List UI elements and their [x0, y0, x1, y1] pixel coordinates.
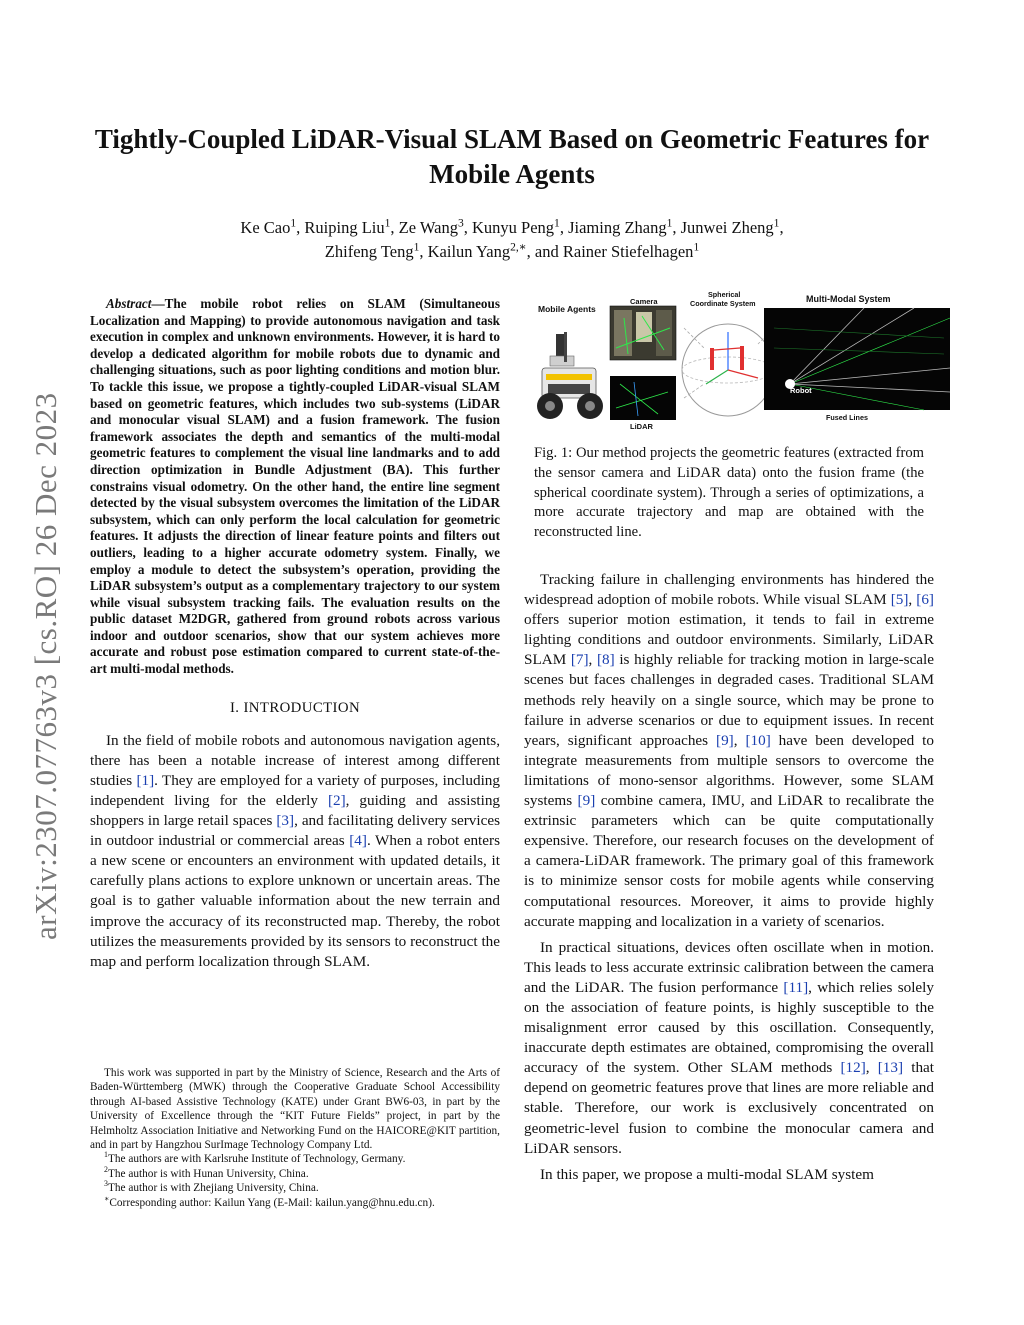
figure-1-caption: Fig. 1: Our method projects the geometric features (extracted from the sensor camera and LiDAR data) onto the fusion frame (the spherical coordinate system). Through a series of optimizations, a more accurate trajectory and map are obtained with the reconstructed line. — [534, 445, 924, 541]
figure-label-robot: Robot — [790, 386, 812, 395]
text-run: In the field of mobile robots and autonomous navigation agents, there has been a notable increase of interest among different studies — [90, 731, 500, 789]
funding-note: This work was supported in part by the Ministry of Science, Research and the Arts of Baden-Württemberg (MWK) through the Cooperative Graduate School Accessibility through AI-based Assistive Technology (KATE) under Grant BW6-03, in part by the University of Excellence through the “KIT Future Fields” project, in part by the Helmholtz Association Initiative and Networking Fund on the HAICORE@KIT partition, and in part by Hangzhou SurImage Technology Company Ltd. — [90, 1067, 500, 1152]
footnotes — [90, 1066, 500, 1210]
abstract-dash: — — [151, 296, 165, 311]
text-run: is highly reliable for tracking motion in large-scale scenes but faces challenges in degraded cases. Traditional SLAM methods rely heavily on a single source, which may be prone to failure in adverse scenarios or due to equipment issues. In recent years, significant approaches — [524, 651, 935, 749]
title-line-2: Mobile Agents — [429, 159, 595, 189]
citation-link[interactable]: [11] — [783, 978, 809, 996]
title-line-1: Tightly-Coupled LiDAR-Visual SLAM Based on Geometric Features for — [94, 124, 930, 154]
author-line-1: Ke Cao$^1$, Ruiping Liu$^1$, Ze Wang$^3$, Kunyu Peng$^1$, Jiaming Zhang$^1$, Junwei Zheng$^1$, — [240, 217, 784, 237]
citation-link[interactable]: [8] — [596, 651, 615, 669]
text-run: , and facilitating delivery services in outdoor industrial or commercial areas — [90, 812, 500, 850]
spherical-coordinate-diagram — [682, 324, 774, 416]
author-name: Kunyu Peng — [472, 218, 555, 237]
text-run: that depend on geometric features prove that lines are more reliable and stable. Therefore, our work is exclusively concentrated on geometric-level fusion to combine the monocular camera and LiDAR sensors. — [524, 1059, 934, 1157]
affiliation-mark: 1 — [666, 217, 673, 230]
text-run: . They are employed for a variety of purposes, including independent living for the elderly — [90, 771, 500, 809]
affiliation-mark: 1 — [693, 241, 700, 254]
text-run: , — [588, 651, 597, 669]
footnote-mark: 1 — [104, 1150, 108, 1160]
intro-paragraph-4: In this paper, we propose a multi-modal SLAM system — [540, 1165, 874, 1183]
abstract — [90, 296, 500, 678]
text-run: Tracking failure in challenging environments has hindered the widespread adoption of mobile robots. While visual SLAM — [524, 571, 934, 609]
footnote-1 — [90, 1152, 500, 1166]
citation-link[interactable]: [10] — [745, 731, 771, 749]
author-name: Jiaming Zhang — [568, 218, 667, 237]
citation-link[interactable]: [7] — [570, 651, 589, 669]
figure-label-coordinate-system: Coordinate System — [690, 299, 756, 308]
author-name: Junwei Zheng — [680, 218, 774, 237]
intro-paragraph-3 — [524, 938, 934, 1159]
authors-and: and — [534, 242, 559, 261]
citation-link[interactable]: [6] — [916, 591, 934, 609]
affiliation-mark: 1 — [554, 217, 560, 230]
text-run: , which relies solely on the association of feature points, is highly susceptible to the misalignment error caused by this oscillation. Consequently, inaccurate depth estimates are obtained, compromising the overall accuracy of the system. Other SLAM methods — [524, 978, 934, 1077]
text-run: . When a robot enters a new scene or encounters an environment with updated details, it carefully plans actions to explore unknown or uncertain areas. The goal is to gather valuable information about the new terrain and improve the accuracy of its reconstructed map. Thereby, the robot utilizes the measurements provided by its sensors to reconstruct the map and perform localization through SLAM. — [90, 832, 500, 970]
affiliation-mark: 3 — [457, 217, 464, 230]
affiliation-mark: 2,∗ — [510, 241, 527, 254]
text-run: , guiding and assisting shoppers in large retail spaces — [90, 791, 501, 830]
footnote-text: The authors are with Karlsruhe Institute of Technology, Germany. — [107, 1153, 406, 1166]
affiliation-mark: 1 — [773, 217, 780, 230]
right-column — [524, 570, 934, 1185]
footnote-mark: 2 — [104, 1165, 108, 1175]
affiliation-mark: 1 — [413, 241, 420, 254]
author-name: Ke Cao — [240, 218, 291, 237]
footnote-3 — [90, 1181, 500, 1195]
figure-label-camera: Camera — [630, 297, 658, 306]
abstract-label: Abstract — [106, 296, 152, 311]
footnote-text: The author is with Hunan University, China. — [107, 1167, 309, 1180]
text-run: , — [733, 731, 746, 749]
text-run: have been developed to integrate measurements from multiple sensors to overcome the limitations of mono-sensor algorithms. However, some SLAM systems — [524, 731, 934, 810]
citation-link[interactable]: [2] — [327, 791, 346, 809]
author-list — [100, 216, 924, 264]
intro-paragraph-2 — [524, 570, 934, 932]
citation-link[interactable]: [12] — [840, 1059, 866, 1077]
citation-link[interactable]: [3] — [276, 812, 295, 830]
citation-link[interactable]: [9] — [577, 792, 596, 810]
citation-link[interactable]: [4] — [349, 832, 367, 850]
author-name: Kailun Yang — [427, 242, 511, 261]
text-run: , — [865, 1059, 878, 1077]
paper-title — [80, 122, 944, 192]
text-run: , — [908, 591, 917, 609]
footnote-text: Corresponding author: Kailun Yang (E-Mail: kailun.yang@hnu.edu.cn). — [109, 1196, 435, 1209]
intro-paragraph-1 — [90, 731, 500, 972]
author-line-2: Zhifeng Teng$^1$, Kailun Yang$^{2,∗}$, and Rainer Stiefelhagen$^1$ — [324, 241, 700, 261]
author-name: Zhifeng Teng — [324, 242, 414, 261]
section-heading-introduction: I. INTRODUCTION — [229, 699, 361, 716]
arxiv-identifier: arXiv:2307.07763v3 [cs.RO] 26 Dec 2023 — [28, 392, 63, 940]
footnote-4 — [90, 1193, 500, 1210]
text-run: offers superior motion estimation, it tends to fail in extreme lighting conditions and outdoor environments. Similarly, LiDAR SLAM — [524, 611, 934, 669]
citation-link[interactable]: [13] — [877, 1059, 904, 1077]
footnote-mark: ∗ — [104, 1193, 110, 1203]
camera-image — [610, 306, 676, 360]
footnote-text: The author is with Zhejiang University, China. — [107, 1182, 319, 1195]
footnote-2 — [90, 1167, 500, 1181]
author-name: Rainer Stiefelhagen — [562, 242, 694, 261]
affiliation-mark: 1 — [290, 217, 297, 230]
author-name: Ze Wang — [398, 218, 458, 237]
citation-link[interactable]: [5] — [890, 591, 909, 609]
figure-label-lidar: LiDAR — [630, 422, 653, 431]
figure-label-fused-lines: Fused Lines — [826, 413, 868, 422]
text-run: combine camera, IMU, and LiDAR to recalibrate the extrinsic parameters which can be quite computationally expensive. Therefore, our research focuses on the development of a camera-LiDAR framework. The primary goal of this framework is to minimize sensor costs for mobile agents while conserving computational resources. Moreover, it aims to provide highly accurate mapping and localization in a variety of scenarios. — [524, 792, 934, 930]
figure-label-spherical: Spherical — [708, 290, 741, 299]
figure-1 — [534, 288, 954, 436]
text-run: In practical situations, devices often oscillate when in motion. This leads to less accurate extrinsic calibration between the camera and the LiDAR. The fusion performance — [524, 938, 934, 996]
figure-label-mobile-agents: Mobile Agents — [538, 304, 596, 314]
author-name: Ruiping Liu — [304, 218, 385, 237]
left-column — [90, 296, 500, 972]
citation-link[interactable]: [9] — [716, 731, 734, 749]
abstract-text: The mobile robot relies on SLAM (Simultaneous Localization and Mapping) to provide autonomous navigation and task execution in complex and unknown environments. However, it is hard to develop a dedicated algorithm for mobile robots due to dynamic and challenging situations, such as poor lighting conditions and motion blur. To tackle this issue, we propose a tightly-coupled LiDAR-visual SLAM based on geometric features, which includes two sub-systems (LiDAR and monocular visual SLAM) and a fusion framework. The fusion framework associates the depth and semantics of the multi-modal geometric features to complement the visual line landmarks and to add direction optimization in Bundle Adjustment (BA). This further constrains visual odometry. On the other hand, the entire line segment detected by the visual subsystem overcomes the limitation of the LiDAR subsystem, which can only perform the local calculation for geometric features. It adjusts the direction of linear feature points and filters out outliers, leading to a higher accurate odometry system. Finally, we employ a module to detect the subsystem’s operation, providing the LiDAR subsystem’s output as a complementary trajectory to our system while visual subsystem tracking fails. The evaluation results on the public dataset M2DGR, gathered from ground robots across various indoor and outdoor scenarios, show that our system achieves more accurate and robust pose estimation compared to current state-of-the-art multi-modal methods. — [90, 296, 500, 677]
citation-link[interactable]: [1] — [136, 771, 155, 789]
lidar-image — [610, 376, 676, 420]
footnote-mark: 3 — [104, 1179, 108, 1189]
affiliation-mark: 1 — [384, 217, 391, 230]
figure-1-graphic — [534, 288, 954, 436]
robot-illustration — [537, 332, 603, 419]
figure-label-multi-modal-system: Multi-Modal System — [806, 294, 891, 304]
